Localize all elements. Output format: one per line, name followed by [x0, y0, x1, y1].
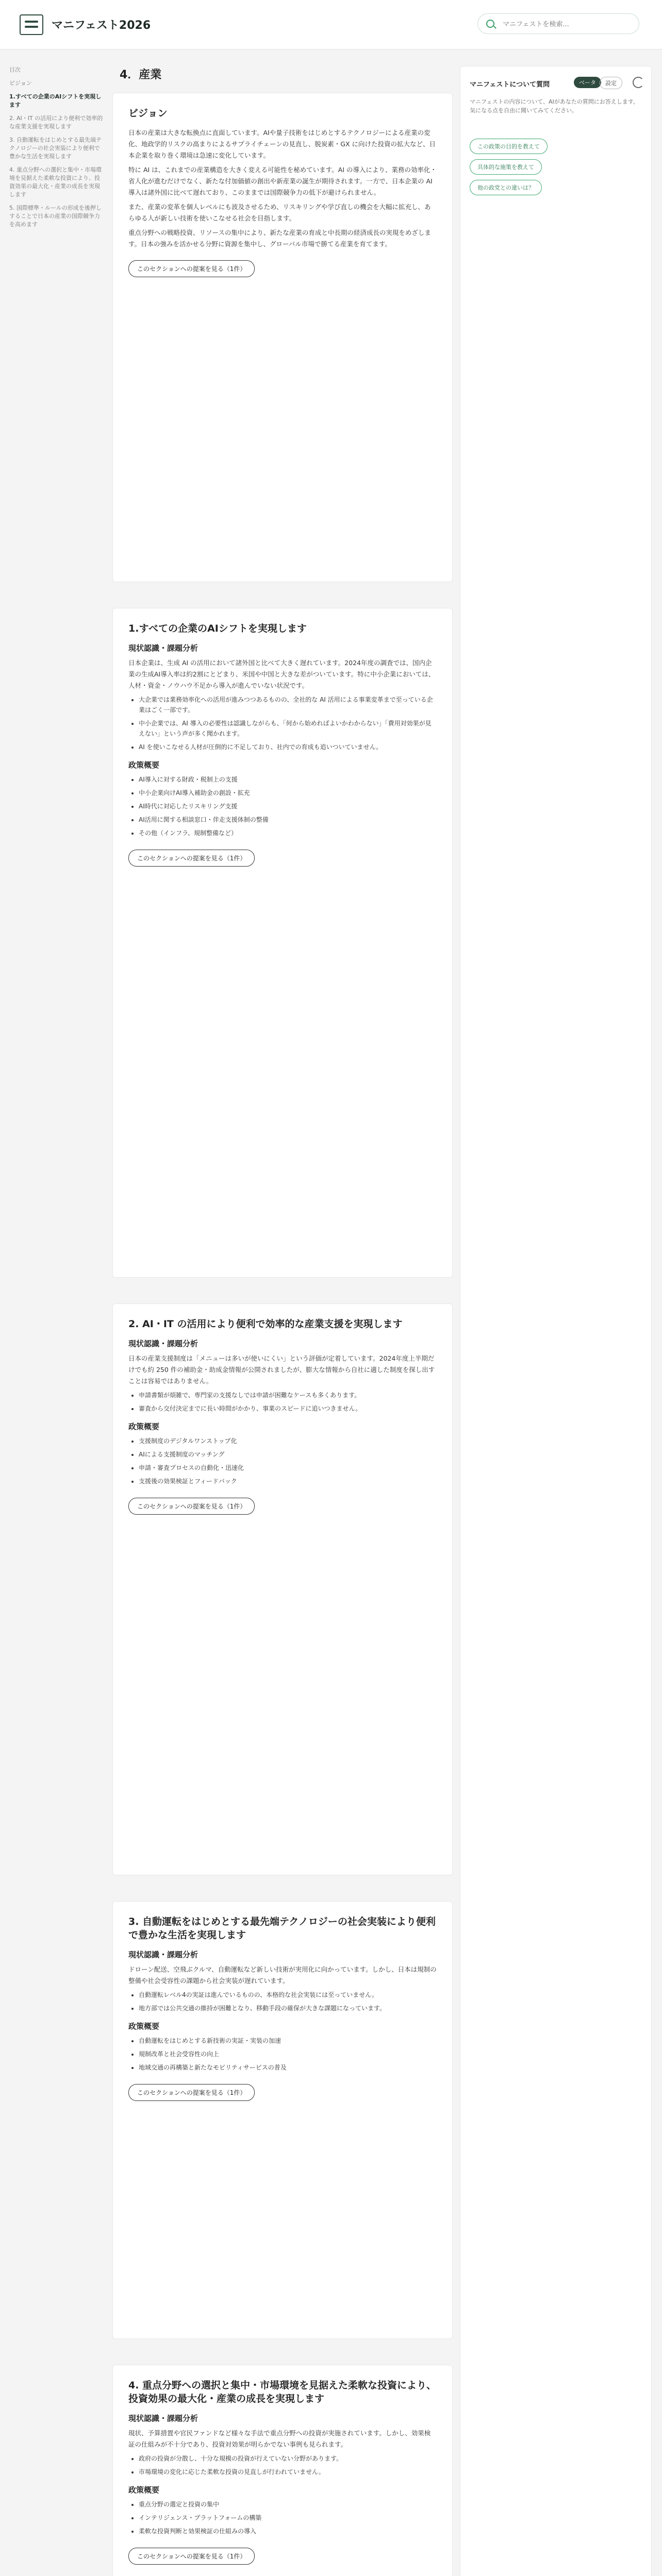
- view-proposals-button[interactable]: このセクションへの提案を見る（1件）: [128, 1498, 255, 1515]
- list-item: • 申請書類が煩雑で、専門家の支援なしでは申請が困難なケースも多くあります。: [139, 1390, 437, 1400]
- policy-list: [128, 774, 437, 838]
- list-item: • 規制改革と社会受容性の向上: [139, 2049, 437, 2059]
- list-item: • 政府の投資が分散し、十分な規模の投資が行えていない分野があります。: [139, 2453, 437, 2464]
- list-item: • 中小企業では、AI 導入の必要性は認識しながらも、「何から始めればよいかわからない」「費用対効果が見えない」という声が多く聞かれます。: [139, 718, 437, 739]
- vision-card: [112, 93, 453, 582]
- section-heading: 3. 自動運転をはじめとする最先端テクノロジーの社会実装により便利で豊かな生活を実現します: [128, 1916, 436, 1941]
- section-card-4: [112, 2365, 453, 2576]
- list-item: • その他（インフラ、規制整備など）: [139, 828, 437, 838]
- toc-title: 目次: [9, 66, 21, 73]
- subheading-analysis: 現状認識・課題分析: [128, 1950, 198, 1959]
- toc-item-section-3[interactable]: 3. 自動運転をはじめとする最先端テクノロジーの社会実装により便利で豊かな生活を実現します: [9, 137, 102, 160]
- section-heading: 4. 重点分野への選択と集中・市場環境を見据えた柔軟な投資により、投資効果の最大化・産業の成長を実現します: [128, 2380, 437, 2404]
- chat-panel-description: マニフェストの内容について、AIがあなたの質問にお答えします。気になる点を自由に聞いてみてください。: [470, 98, 639, 114]
- section-heading: 1.すべての企業のAIシフトを実現します: [128, 623, 307, 634]
- analysis-list: [128, 2453, 437, 2477]
- list-item: • 地方部では公共交通の維持が困難となり、移動手段の確保が大きな課題になっています。: [139, 2003, 437, 2013]
- analysis-list: [128, 694, 437, 752]
- list-item: • AIによる支援制度のマッチング: [139, 1449, 437, 1460]
- toc-item-section-5[interactable]: 5. 国際標準・ルールの形成を後押しすることで日本の産業の国際競争力を高めます: [9, 205, 102, 228]
- vision-paragraph: 特に AI は、これまでの産業構造を大きく変える可能性を秘めています。AI の導入により、業務の効率化・省人化が進むだけでなく、新たな付加価値の創出や新産業の誕生が期待されます。一方で、日本企業の AI 導入は諸外国に比べて遅れており、このままでは国際競争力の低下が避けられません。: [128, 166, 437, 196]
- list-item: • 柔軟な投資判断と効果検証の仕組みの導入: [139, 2526, 437, 2536]
- list-item: • 大企業では業務効率化への活用が進みつつあるものの、全社的な AI 活用による事業変革まで至っている企業はごく一部です。: [139, 694, 437, 715]
- section-text: 日本の産業支援制度は「メニューは多いが使いにくい」という評価が定着しています。2024年度上半期だけでも約 250 件の補助金・助成金情報が公開されましたが、膨大な情報から自社に適した制度を探し出すことは容易ではありません。: [128, 1354, 435, 1385]
- vision-paragraph: また、産業の変革を個人レベルにも波及させるため、リスキリングや学び直しの機会を大幅に拡充し、あらゆる人が新しい技術を使いこなせる社会を目指します。: [128, 203, 431, 222]
- policy-list: [128, 2499, 437, 2536]
- section-heading: 2. AI・IT の活用により便利で効率的な産業支援を実現します: [128, 1318, 403, 1330]
- subheading-analysis: 現状認識・課題分析: [128, 643, 198, 653]
- chat-panel-title: マニフェストについて質問: [470, 81, 550, 89]
- analysis-list: [128, 1990, 437, 2013]
- list-item: • 中小企業向けAI導入補助金の創設・拡充: [139, 788, 437, 798]
- list-item: • 申請・審査プロセスの自動化・迅速化: [139, 1463, 437, 1473]
- beta-badge: ベータ: [574, 77, 601, 88]
- section-card-1: [112, 608, 453, 1278]
- section-card-2: [112, 1303, 453, 1875]
- view-proposals-button[interactable]: このセクションへの提案を見る（1件）: [128, 2084, 255, 2101]
- toc-item-section-4[interactable]: 4. 重点分野への選択と集中・市場環境を見据えた柔軟な投資により、投資効果の最大化・産業の成長を実現します: [9, 166, 102, 198]
- section-text: 現状、予算措置や官民ファンドなど様々な手法で重点分野への投資が実施されています。しかし、効果検証の仕組みが不十分であり、投資対効果が明らかでない事例も見られます。: [128, 2429, 431, 2448]
- subheading-policy: 政策概要: [128, 2485, 160, 2495]
- toc-item-section-2[interactable]: 2. AI・IT の活用により便利で効率的な産業支援を実現します: [9, 115, 103, 130]
- policy-list: [128, 1436, 437, 1486]
- table-of-contents: [9, 66, 103, 234]
- ai-chat-panel: [460, 66, 652, 2576]
- search-box[interactable]: [477, 13, 639, 34]
- section-text: 日本企業は、生成 AI の活用において諸外国と比べて大きく遅れています。2024年度の調査では、国内企業の生成AI導入率は約2割にとどまり、米国や中国と大きな差がついています。特に中小企業においては、人材・資金・ノウハウ不足から導入が進んでいない状況です。: [128, 659, 435, 689]
- list-item: • AI導入に対する財政・税制上の支援: [139, 774, 437, 785]
- page-title: 4．産業: [120, 69, 162, 81]
- list-item: • 審査から交付決定までに長い時間がかかり、事業のスピードに追いつきません。: [139, 1403, 437, 1414]
- search-icon: [486, 20, 494, 28]
- section-card-3: [112, 1901, 453, 2339]
- list-item: • 支援制度のデジタルワンストップ化: [139, 1436, 437, 1446]
- search-input[interactable]: [503, 19, 632, 29]
- list-item: • インテリジェンス・プラットフォームの構築: [139, 2513, 437, 2523]
- subheading-analysis: 現状認識・課題分析: [128, 1339, 198, 1348]
- toc-item-section-1[interactable]: 1.すべての企業のAIシフトを実現します: [9, 93, 102, 108]
- subheading-policy: 政策概要: [128, 2022, 160, 2031]
- subheading-policy: 政策概要: [128, 760, 160, 770]
- view-proposals-button[interactable]: このセクションへの提案を見る（1件）: [128, 260, 255, 277]
- list-item: • 自動運転レベル4の実証は進んでいるものの、本格的な社会実装には至っていません。: [139, 1990, 437, 2000]
- app-title[interactable]: マニフェスト2026: [52, 19, 151, 32]
- list-item: • 重点分野の選定と投資の集中: [139, 2499, 437, 2510]
- view-proposals-button[interactable]: このセクションへの提案を見る（1件）: [128, 2548, 255, 2565]
- vision-paragraph: 重点分野への戦略投資、リソースの集中により、新たな産業の育成と中長期の経済成長の実現をめざします。日本の強みを活かせる分野に資源を集中し、グローバル市場で勝てる産業を育てます。: [128, 229, 431, 248]
- subheading-policy: 政策概要: [128, 1422, 160, 1431]
- suggested-question-button[interactable]: この政策の目的を教えて: [470, 139, 548, 154]
- app-header: [0, 0, 662, 49]
- list-item: • AI時代に対応したリスキリング支援: [139, 801, 437, 811]
- refresh-icon[interactable]: [633, 77, 644, 88]
- settings-button[interactable]: 設定: [600, 77, 622, 89]
- vision-paragraph: 日本の産業は大きな転換点に直面しています。AIや量子技術をはじめとするテクノロジーによる産業の変化、地政学的リスクの高まりによるサプライチェーンの見直し、脱炭素・GX に向けた投資の拡大など、日本企業を取り巻く環境は急速に変化しています。: [128, 129, 436, 159]
- list-item: • AI活用に関する相談窓口・伴走支援体制の整備: [139, 815, 437, 825]
- section-text: ドローン配送、空飛ぶクルマ、自動運転など新しい技術が実用化に向かっています。しかし、日本は規制の整備や社会受容性の課題から社会実装が遅れています。: [128, 1965, 437, 1985]
- vision-heading: ビジョン: [128, 108, 168, 119]
- analysis-list: [128, 1390, 437, 1414]
- suggested-question-button[interactable]: 他の政党との違いは？: [470, 180, 542, 195]
- list-item: • 支援後の効果検証とフィードバック: [139, 1476, 437, 1486]
- subheading-analysis: 現状認識・課題分析: [128, 2414, 198, 2423]
- toc-item-vision[interactable]: ビジョン: [9, 80, 32, 87]
- list-item: • AI を使いこなせる人材が圧倒的に不足しており、社内での育成も追いついていません。: [139, 742, 437, 752]
- logo-icon[interactable]: [20, 14, 43, 35]
- policy-list: [128, 2036, 437, 2073]
- list-item: • 自動運転をはじめとする新技術の実証・実装の加速: [139, 2036, 437, 2046]
- list-item: • 市場環境の変化に応じた柔軟な投資の見直しが行われていません。: [139, 2467, 437, 2477]
- suggested-question-button[interactable]: 具体的な施策を教えて: [470, 159, 542, 175]
- view-proposals-button[interactable]: このセクションへの提案を見る（1件）: [128, 850, 255, 867]
- list-item: • 地域交通の再構築と新たなモビリティサービスの普及: [139, 2062, 437, 2073]
